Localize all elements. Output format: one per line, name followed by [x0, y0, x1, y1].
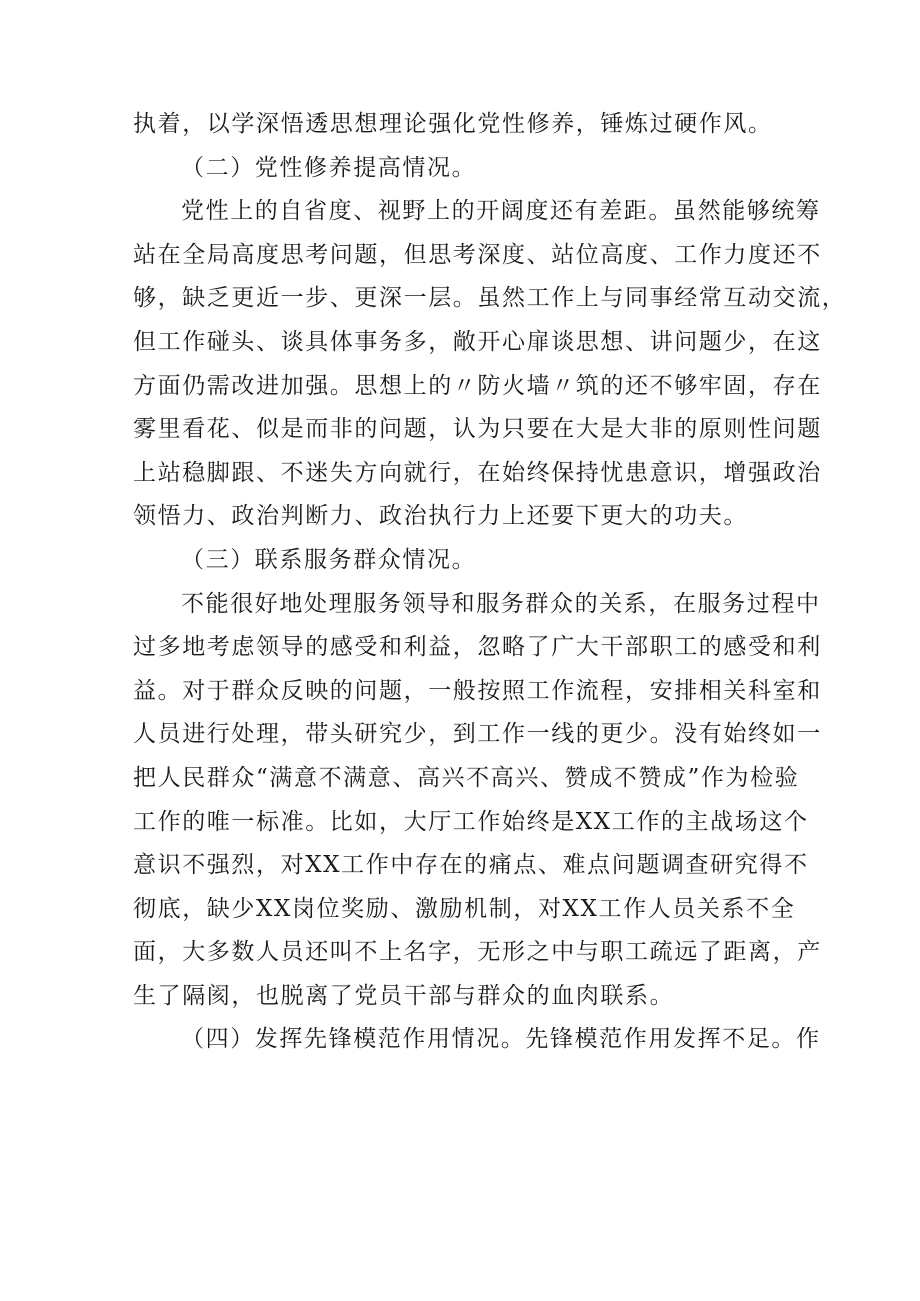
text-line: 不能很好地处理服务领导和服务群众的关系，在服务过程中 — [181, 590, 821, 617]
text-line: 生了隔阂，也脱离了党员干部与群众的血肉联系。 — [133, 982, 675, 1009]
text-line: 彻底，缺少XX岗位奖励、激励机制，对XX工作人员关系不全 — [133, 895, 796, 922]
text-line: 过多地考虑领导的感受和利益，忽略了广大干部职工的感受和利 — [133, 634, 822, 661]
text-line: 站在全局高度思考问题，但思考深度、站位高度、工作力度还不 — [133, 241, 822, 268]
text-line: 方面仍需改进加强。思想上的〃防火墙〃筑的还不够牢固，存在 — [133, 372, 822, 399]
text-line: 雾里看花、似是而非的问题，认为只要在大是大非的原则性问题 — [133, 416, 822, 443]
text-line: 意识不强烈，对XX工作中存在的痛点、难点问题调查研究得不 — [133, 852, 809, 879]
text-line: 党性上的自省度、视野上的开阔度还有差距。虽然能够统筹 — [181, 198, 821, 225]
document-body — [133, 103, 847, 1062]
text-line: （二）党性修养提高情况。 — [181, 154, 477, 181]
text-line: 面，大多数人员还叫不上名字，无形之中与职工疏远了距离，产 — [133, 939, 822, 966]
text-line: （三）联系服务群众情况。 — [181, 546, 477, 573]
text-line: 益。对于群众反映的问题，一般按照工作流程，安排相关科室和 — [133, 677, 822, 704]
text-line: 领悟力、政治判断力、政治执行力上还要下更大的功夫。 — [133, 503, 748, 530]
text-line: 上站稳脚跟、不迷失方向就行，在始终保持忧患意识，增强政治 — [133, 459, 822, 486]
text-line: 把人民群众“满意不满意、高兴不高兴、赞成不赞成”作为检验 — [133, 764, 800, 791]
text-line: 人员进行处理，带头研究少，到工作一线的更少。没有始终如一 — [133, 721, 822, 748]
text-line: 但工作碰头、谈具体事务多，敞开心扉谈思想、讲问题少，在这 — [133, 328, 822, 355]
text-line: 够，缺乏更近一步、更深一层。虽然工作上与同事经常互动交流， — [133, 285, 847, 312]
text-line: 工作的唯一标准。比如，大厅工作始终是XX工作的主战场这个 — [133, 808, 809, 835]
text-line: 执着，以学深悟透思想理论强化党性修养，锤炼过硬作风。 — [133, 111, 773, 137]
text-line: （四）发挥先锋模范作用情况。先锋模范作用发挥不足。作 — [181, 1026, 821, 1053]
